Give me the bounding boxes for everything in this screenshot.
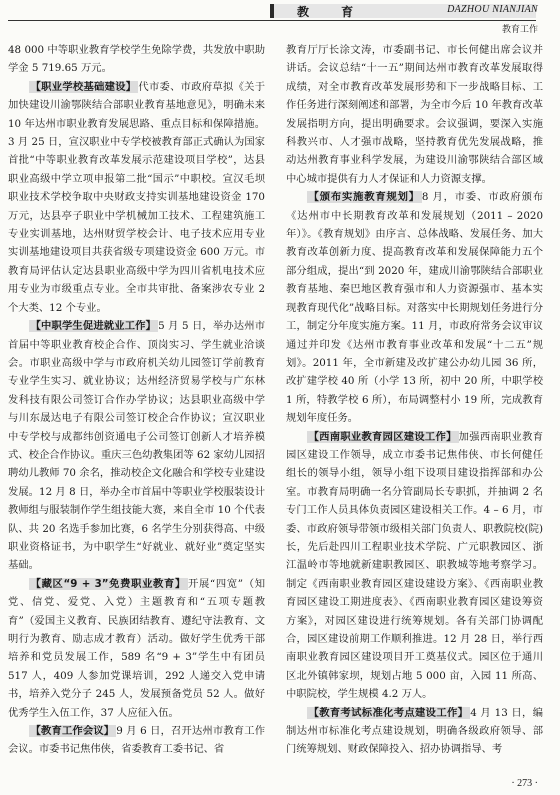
article-paragraph bbox=[286, 188, 543, 427]
heading-exam-sites: 【教育考试标准化考点建设工作】 bbox=[308, 706, 469, 719]
body-tibetan-9-3: 开展“四宽”（知党、信党、爱党、入党）主题教育和“五项专题教育”（爱国主义教育、民族团结教育、遵纪守法教育、文明行为教育、励志成才教育）活动。做好学生优秀干部培养和党员发展工作，589 名“9 + 3”学生中有团员 517 人，409 人参加党课培训，292 人递交入党申请书，培养入党分子 245 人，发展预备党员 52 人。做好优秀学生入伍工作，37 人应征入伍。 bbox=[8, 577, 265, 719]
heading-tibetan-9-3: 【藏区“9 + 3”免费职业教育】 bbox=[30, 577, 186, 590]
heading-employment-promotion: 【中职学生促进就业工作】 bbox=[30, 320, 157, 333]
heading-education-conference: 【教育工作会议】 bbox=[30, 725, 115, 738]
body-education-conference: 9 月 6 日，召开达州市教育工作会议。市委书记焦伟侠，省委教育工委书记、省 bbox=[8, 725, 265, 756]
article-paragraph bbox=[8, 722, 265, 759]
article-paragraph bbox=[286, 428, 543, 704]
article-paragraph bbox=[286, 704, 543, 759]
header-rule bbox=[8, 20, 536, 21]
page-number: · 273 · bbox=[511, 778, 538, 789]
page-header bbox=[0, 0, 560, 34]
body-exam-sites: 4 月 13 日，编制达州市标准化考点建设规划，明确各级政府领导、部门统筹规划、财政保障投入、招办协调指导、考 bbox=[286, 706, 543, 756]
journal-name: DAZHOU NIANJIAN bbox=[447, 4, 538, 15]
continuation-paragraph: 教育厅厅长涂文涛，市委副书记、市长何健出席会议并讲话。会议总结“十一五”期间达州市教育改革发展取得成绩，对全市教育改革发展形势和下一步战略目标、工作任务进行深刻阐述和部署，为全市今后 10 年教育改革发展指明方向，提出明确要求。会议强调，要深入实施科教兴市、人才强市战略，坚持教育优先发展战略，推动达州教育事业科学发展，为建设川渝鄂陕结合部区域中心城市提供有力人才保证和人力资源支撑。 bbox=[286, 44, 543, 185]
right-column bbox=[286, 41, 543, 761]
left-column bbox=[8, 41, 265, 761]
section-subtitle: 教育工作 bbox=[501, 25, 538, 35]
intro-paragraph: 48 000 中等职业教育学校学生免除学费，共发放中职助学金 5 719.65 万元。 bbox=[8, 44, 265, 75]
body-education-plan: 8 月，市委、市政府颁布《达州市中长期教育改革和发展规划（2011 – 2020 年）》。《教育规划》由序言、总体战略、发展任务、加大教育改革创新力度、提高教育改革和发展保障能力五个部分组成，提出“到 2020 年，建成川渝鄂陕结合部职业教育基地、秦巴地区教育强市和人力资源强市、基本实现教育现代化”战略目标。对落实中长期规划任务进行分工，制定分年度实施方案。11 月，市政府常务会议审议通过并印发《达州市教育事业改革和发展“十二五”规划》。2011 年，全市新建及改扩建公办幼儿园 36 所，改扩建学校 40 所（小学 13 所，初中 20 所，中职学校 1 所，特教学校 6 所），布局调整村小 19 所，完成教育规划年度任务。 bbox=[286, 191, 543, 425]
article-paragraph bbox=[8, 317, 265, 575]
body-school-infrastructure: 代市委、市政府草拟《关于加快建设川渝鄂陕结合部职业教育基地意见》，明确未来 10 年达州市职业教育发展思路、重点目标和保障措施。3 月 25 日，宣汉职业中专学校被教育部正式确认为国家首批“中等职业教育改革发展示范建设项目学校”，达县职业高级中学立项申报第二批“国示”中职校。宣汉毛坝职业技术学校争取中央财政支持实训基地建设资金 170 万元，达县亭子职业中学机械加工技术、工程建筑施工专业实训基地，达州财贸学校会计、电子技术应用专业实训基地建设项目共获省级专项建设资金 600 万元。市教育局评估认定达县职业高级中学为四川省机电技术应用专业为市级重点专业。全市共审批、备案涉农专业 2 个大类、12 个专业。 bbox=[8, 80, 265, 314]
body-southwest-park: 加强西南职业教育园区建设工作领导，成立市委书记焦伟侠、市长何健任组长的领导小组，领导小组下设项目建设指挥部和办公室。市教育局明确一名分管副局长专职抓，并抽调 2 名专门工作人员具体负责园区建设相关工作。4 – 6 月，市委、市政府领导带领市级相关部门负责人、职教院校(院)长，先后赴四川工程职业技术学院、广元职教园区、浙江温岭市等地就新建职教园区、职教城等地考察学习。制定《西南职业教育园区建设建设方案》、《西南职业教育园区建设工期进度表》、《西南职业教育园区建设筹资方案》，对园区建设进行统筹规划。各有关部门协调配合，园区建设前期工作顺利推进。12 月 28 日，举行西南职业教育园区建设项目开工奠基仪式。园区位于通川区北外镇韩家坝，规划占地 5 000 亩，入园 11 所高、中职院校，学生规模 4.2 万人。 bbox=[286, 430, 543, 701]
article-paragraph bbox=[8, 575, 265, 722]
heading-school-infrastructure: 【职业学校基础建设】 bbox=[30, 80, 137, 93]
body-employment-promotion: 5 月 5 日，举办达州市首届中等职业教育校企合作、顶岗实习、学生就业洽谈会。市职业高级中学与市政府机关幼儿园签订学前教育专业学生实习、就业协议；达州经济贸易学校与广东林发科技有限公司签订合作办学协议；达县职业高级中学与川东晟达电子有限公司签订校企合作协议；宣汉职业中专学校与成都纬创资通电子公司签订创新人才培养模式、校企合作协议。重庆三色幼教集团等 62 家幼儿园招聘幼儿教师 70 余名，推动校企文化融合和学校专业建设发展。12 月 8 日，举办全市首届中等职业学校服装设计教师组与服装制作学生组技能大赛，来自全市 10 个代表队、共 20 名选手参加比赛，6 名学生分别获得高、中级职业资格证书，为中职学生“好就业、就好业”奠定坚实基础。 bbox=[8, 320, 265, 572]
heading-education-plan: 【颁布实施教育规划】 bbox=[308, 191, 420, 204]
header-accent-bar bbox=[270, 4, 274, 18]
heading-southwest-park: 【西南职业教育园区建设工作】 bbox=[308, 430, 457, 443]
section-title: 教 育 bbox=[297, 5, 368, 19]
article-paragraph bbox=[8, 78, 265, 317]
